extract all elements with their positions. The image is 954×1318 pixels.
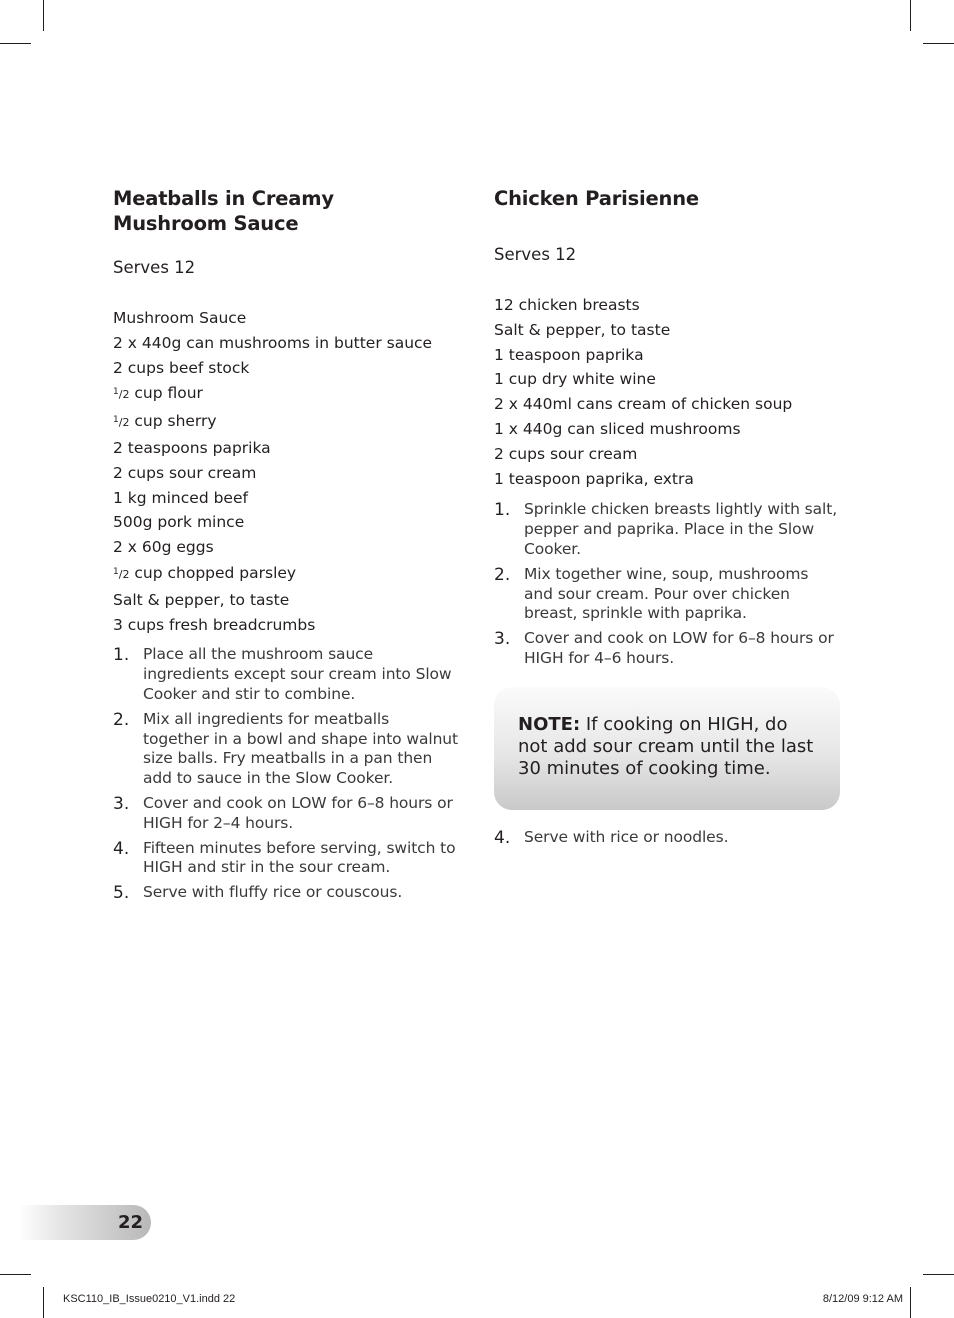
- method-steps-continued: [494, 828, 840, 848]
- recipe-title: Chicken Parisienne: [494, 187, 699, 210]
- ingredient-list: [494, 293, 840, 491]
- ingredient-item: 1 teaspoon paprika: [494, 345, 644, 364]
- ingredient-item: 2 x 440ml cans cream of chicken soup: [494, 395, 793, 414]
- step-text: Cover and cook on LOW for 6–8 hours or HIGH for 4–6 hours.: [524, 629, 834, 667]
- ingredient-item: [113, 331, 458, 356]
- serves-label: Serves 12: [113, 258, 196, 277]
- step-number: 2.: [494, 564, 511, 585]
- method-step: [113, 710, 458, 789]
- recipe-title: [113, 186, 458, 236]
- step-text: Mix together wine, soup, mushrooms and sour cream. Pour over chicken breast, sprinkle with paprika.: [524, 564, 809, 623]
- ingredient-text: Salt & pepper, to taste: [113, 590, 290, 609]
- step-text: Place all the mushroom sauce ingredients except sour cream into Slow Cooker and stir to combine.: [143, 645, 452, 703]
- ingredient-item: [113, 436, 458, 461]
- ingredient-item: Salt & pepper, to taste: [494, 320, 671, 339]
- step-text: Sprinkle chicken breasts lightly with salt, pepper and paprika. Place in the Slow Cooker.: [524, 500, 838, 558]
- step-text: Mix all ingredients for meatballs together in a bowl and shape into walnut size balls. Fry meatballs in a pan then add to sauce in the Slow Cooker.: [143, 709, 458, 788]
- method-step: [113, 883, 458, 903]
- note-box: [494, 687, 840, 810]
- fraction: $^1$/2: [113, 415, 130, 430]
- method-step: [113, 645, 458, 704]
- recipe-title-line: Mushroom Sauce: [113, 212, 299, 235]
- recipe-chicken-parisienne: [494, 186, 840, 853]
- ingredient-item: [113, 510, 458, 535]
- method-steps: [494, 500, 840, 668]
- ingredient-text: 500g pork mince: [113, 513, 245, 532]
- ingredient-item: [113, 356, 458, 381]
- file-slug: KSC110_IB_Issue0210_V1.indd 22: [63, 1293, 236, 1305]
- ingredient-item: [113, 380, 458, 408]
- page-number-tab: [19, 1205, 151, 1240]
- recipe-title-line: Meatballs in Creamy: [113, 187, 334, 210]
- ingredient-item: [113, 613, 458, 638]
- crop-mark: [910, 0, 911, 31]
- note-text: [518, 714, 816, 780]
- ingredient-text: 2 teaspoons paprika: [113, 438, 271, 457]
- note-body: If cooking on HIGH, do not add sour cream until the last 30 minutes of cooking time.: [518, 713, 814, 779]
- step-number: 4.: [113, 838, 130, 859]
- method-step: [113, 794, 458, 834]
- crop-mark: [923, 43, 954, 44]
- ingredient-text: 3 cups fresh breadcrumbs: [113, 615, 316, 634]
- date-slug: 8/12/09 9:12 AM: [822, 1293, 903, 1305]
- step-number: 1.: [494, 500, 511, 521]
- ingredient-item: 2 cups sour cream: [494, 444, 638, 463]
- step-text: Fifteen minutes before serving, switch to HIGH and stir in the sour cream.: [143, 838, 456, 877]
- step-number: 2.: [113, 709, 130, 730]
- method-step: [113, 839, 458, 879]
- ingredient-text: cup flour: [129, 384, 203, 403]
- method-step: [494, 565, 840, 624]
- ingredient-item: [113, 486, 458, 511]
- ingredient-item: [113, 588, 458, 613]
- step-text: Serve with fluffy rice or couscous.: [143, 883, 403, 902]
- page-number: 22: [117, 1212, 143, 1233]
- ingredient-item: [113, 535, 458, 560]
- crop-mark: [43, 0, 44, 31]
- ingredient-item: [113, 560, 458, 588]
- ingredient-item: 1 teaspoon paprika, extra: [494, 469, 694, 488]
- ingredient-text: cup sherry: [129, 412, 217, 431]
- ingredient-item: 12 chicken breasts: [494, 296, 640, 314]
- ingredient-text: 2 x 440g can mushrooms in butter sauce: [113, 333, 433, 352]
- method-step: [494, 828, 840, 848]
- crop-mark: [43, 1287, 44, 1318]
- crop-mark: [910, 1287, 911, 1318]
- ingredient-text: 1 kg minced beef: [113, 488, 248, 507]
- step-number: 1.: [113, 645, 130, 666]
- ingredient-text: 2 x 60g eggs: [113, 538, 214, 557]
- step-text: Cover and cook on LOW for 6–8 hours or HIGH for 2–4 hours.: [143, 793, 453, 832]
- step-number: 3.: [494, 629, 511, 650]
- ingredient-text: 2 cups sour cream: [113, 463, 257, 482]
- ingredient-text: cup chopped parsley: [129, 563, 297, 582]
- crop-mark: [0, 1274, 31, 1275]
- ingredient-item: 1 x 440g can sliced mushrooms: [494, 419, 741, 438]
- ingredient-item: 1 cup dry white wine: [494, 370, 656, 389]
- ingredient-list: [113, 306, 458, 637]
- serves-label: Serves 12: [494, 245, 577, 264]
- recipe-meatballs: [113, 186, 458, 908]
- ingredient-item: [113, 306, 458, 331]
- crop-mark: [923, 1274, 954, 1275]
- step-number: 5.: [113, 883, 130, 904]
- method-step: [494, 629, 840, 669]
- method-step: [494, 500, 840, 559]
- ingredient-text: 2 cups beef stock: [113, 358, 250, 377]
- fraction: $^1$/2: [113, 566, 130, 581]
- step-text: Serve with rice or noodles.: [524, 827, 729, 846]
- method-steps: [113, 645, 458, 903]
- step-number: 3.: [113, 793, 130, 814]
- note-label: NOTE:: [518, 713, 581, 735]
- ingredient-text: Mushroom Sauce: [113, 309, 247, 327]
- ingredient-item: [113, 461, 458, 486]
- fraction: $^1$/2: [113, 387, 130, 402]
- crop-mark: [0, 43, 31, 44]
- ingredient-item: [113, 408, 458, 436]
- step-number: 4.: [494, 827, 511, 848]
